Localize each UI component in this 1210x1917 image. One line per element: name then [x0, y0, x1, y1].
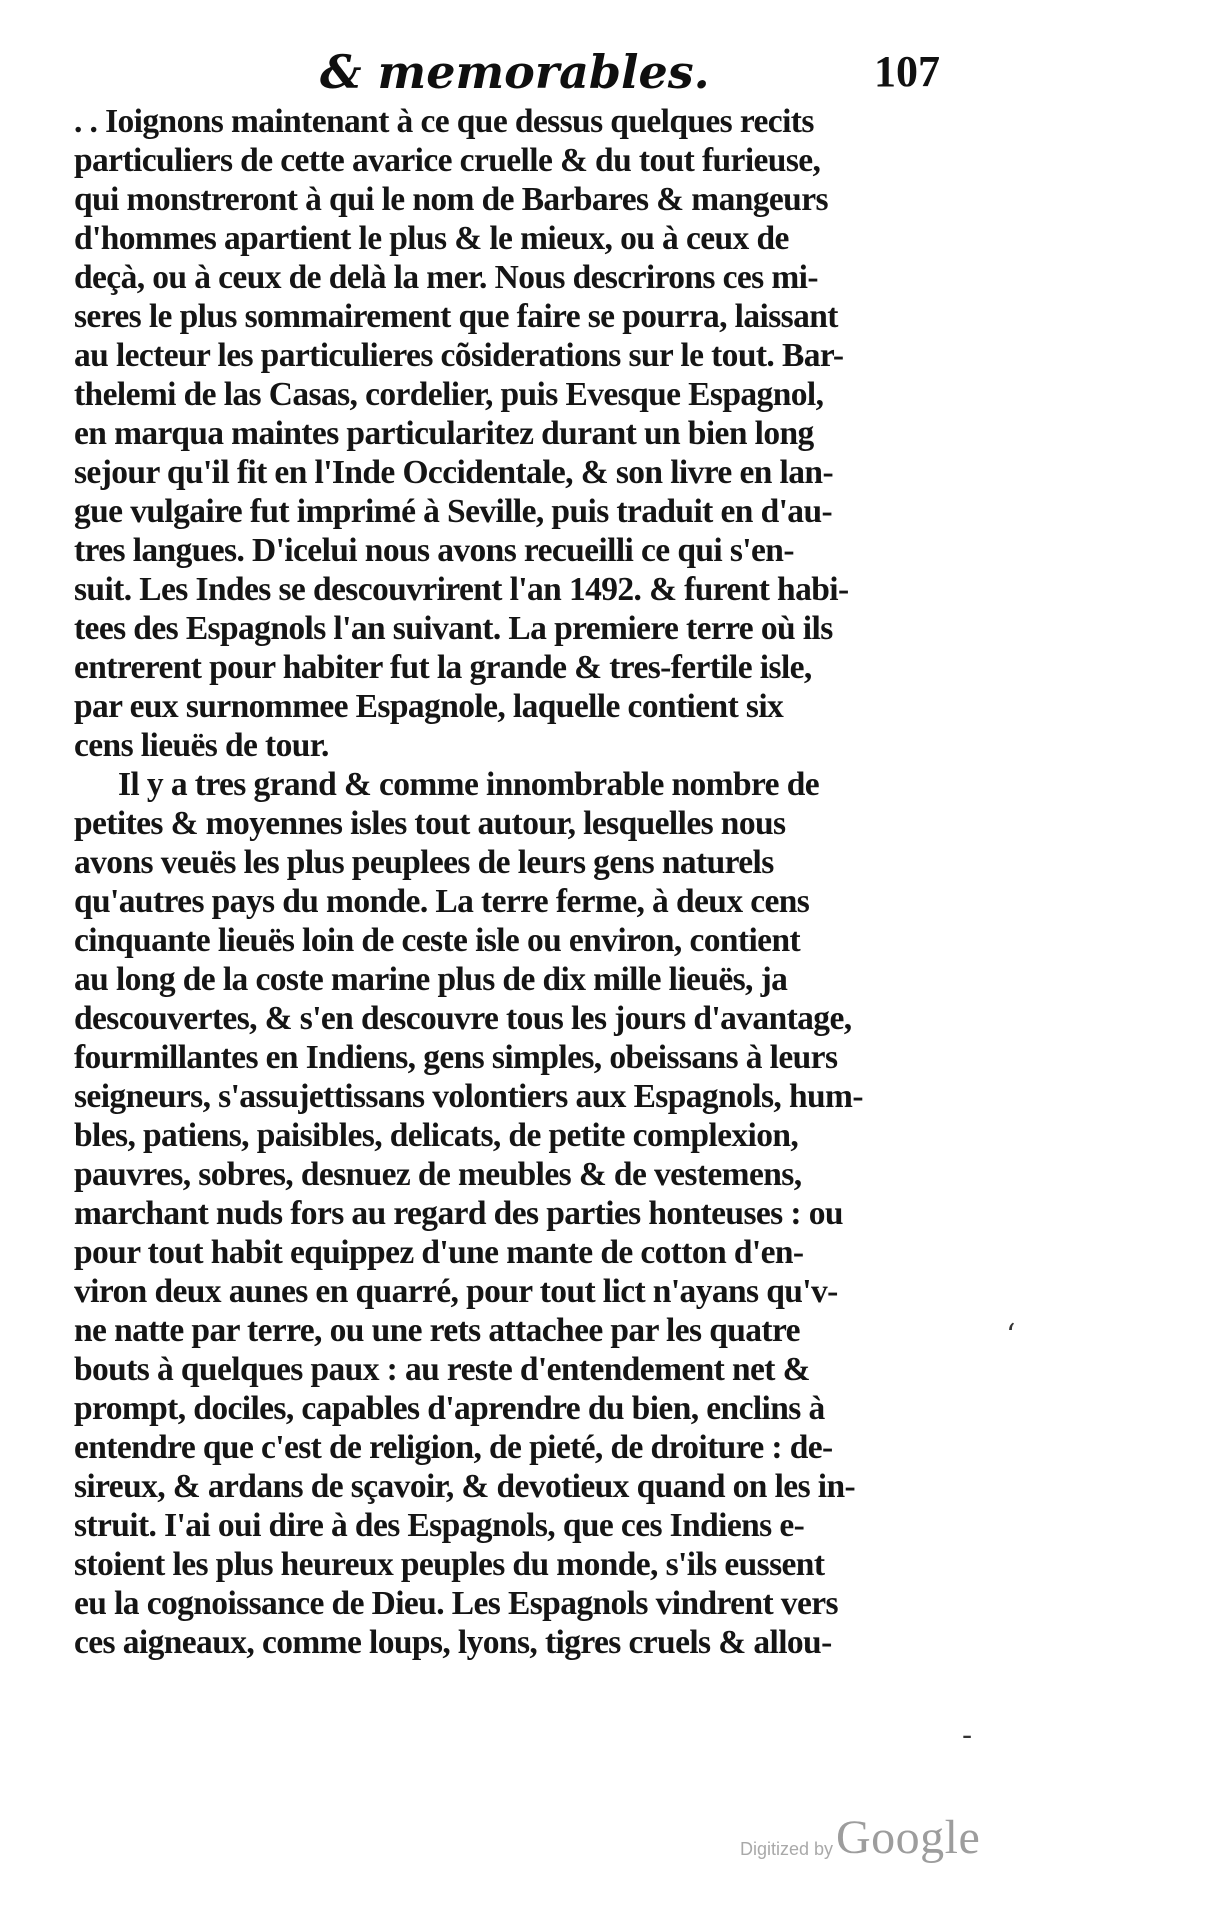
text-line: au lecteur les particulieres cõsiderations sur le tout. Bar-: [74, 337, 844, 374]
text-line: qui monstreront à qui le nom de Barbares & mangeurs: [74, 181, 828, 218]
text-line: eu la cognoissance de Dieu. Les Espagnols vindrent vers: [74, 1585, 838, 1622]
text-line: fourmillantes en Indiens, gens simples, obeissans à leurs: [74, 1039, 838, 1076]
text-line: ne natte par terre, ou une rets attachee par les quatre: [74, 1312, 800, 1349]
text-line: cens lieuës de tour.: [74, 727, 329, 764]
text-line: tres langues. D'icelui nous avons recueilli ce qui s'en-: [74, 532, 794, 569]
text-line: sejour qu'il fit en l'Inde Occidentale, & son livre en lan-: [74, 454, 833, 491]
text-line: descouvertes, & s'en descouvre tous les jours d'avantage,: [74, 1000, 852, 1037]
text-line: deçà, ou à ceux de delà la mer. Nous descrirons ces mi-: [74, 259, 818, 296]
text-line: prompt, dociles, capables d'aprendre du bien, enclins à: [74, 1390, 825, 1427]
text-line: Il y a tres grand & comme innombrable nombre de: [118, 766, 820, 803]
watermark-digitized-text: Digitized by: [740, 1839, 834, 1859]
text-line: bouts à quelques paux : au reste d'entendement net &: [74, 1351, 810, 1388]
text-line: seigneurs, s'assujettissans volontiers aux Espagnols, hum-: [74, 1078, 863, 1115]
text-line: marchant nuds fors au regard des parties honteuses : ou: [74, 1195, 843, 1232]
text-line: pour tout habit equippez d'une mante de cotton d'en-: [74, 1234, 804, 1271]
text-line: ces aigneaux, comme loups, lyons, tigres cruels & allou-: [74, 1624, 832, 1661]
text-line: entrerent pour habiter fut la grande & tres-fertile isle,: [74, 649, 812, 686]
text-line: qu'autres pays du monde. La terre ferme, à deux cens: [74, 883, 810, 920]
text-line: au long de la coste marine plus de dix mille lieuës, ja: [74, 961, 788, 998]
text-line: tees des Espagnols l'an suivant. La premiere terre où ils: [74, 610, 833, 647]
text-line: . . Ioignons maintenant à ce que dessus quelques recits: [74, 103, 814, 140]
text-line: cinquante lieuës loin de ceste isle ou environ, contient: [74, 922, 801, 959]
watermark-google-logo: Google: [836, 1811, 981, 1864]
text-line: avons veuës les plus peuplees de leurs gens naturels: [74, 844, 774, 881]
text-line: sireux, & ardans de sçavoir, & devotieux quand on les in-: [74, 1468, 856, 1505]
body-text: [74, 102, 934, 1662]
text-line: pauvres, sobres, desnuez de meubles & de vestemens,: [74, 1156, 802, 1193]
margin-mark: -: [962, 1718, 973, 1753]
text-line: stoient les plus heureux peuples du monde, s'ils eussent: [74, 1546, 825, 1583]
text-line: par eux surnommee Espagnole, laquelle contient six: [74, 688, 784, 725]
text-line: particuliers de cette avarice cruelle & du tout furieuse,: [74, 142, 821, 179]
google-watermark: [740, 1810, 1080, 1870]
running-head: [320, 46, 940, 106]
text-line: gue vulgaire fut imprimé à Seville, puis traduit en d'au-: [74, 493, 833, 530]
text-line: entendre que c'est de religion, de pieté, de droiture : de-: [74, 1429, 833, 1466]
text-line: thelemi de las Casas, cordelier, puis Evesque Espagnol,: [74, 376, 824, 413]
text-line: bles, patiens, paisibles, delicats, de petite complexion,: [74, 1117, 799, 1154]
page-number: 107: [874, 47, 940, 96]
text-line: suit. Les Indes se descouvrirent l'an 1492. & furent habi-: [74, 571, 849, 608]
text-line: struit. I'ai oui dire à des Espagnols, que ces Indiens e-: [74, 1507, 805, 1544]
running-head-title: & memorables.: [320, 45, 710, 99]
text-line: d'hommes apartient le plus & le mieux, ou à ceux de: [74, 220, 789, 257]
text-line: petites & moyennes isles tout autour, lesquelles nous: [74, 805, 786, 842]
margin-mark: ‘: [1006, 1318, 1016, 1353]
text-line: seres le plus sommairement que faire se pourra, laissant: [74, 298, 838, 335]
text-line: viron deux aunes en quarré, pour tout lict n'ayans qu'v-: [74, 1273, 838, 1310]
text-line: en marqua maintes particularitez durant un bien long: [74, 415, 814, 452]
